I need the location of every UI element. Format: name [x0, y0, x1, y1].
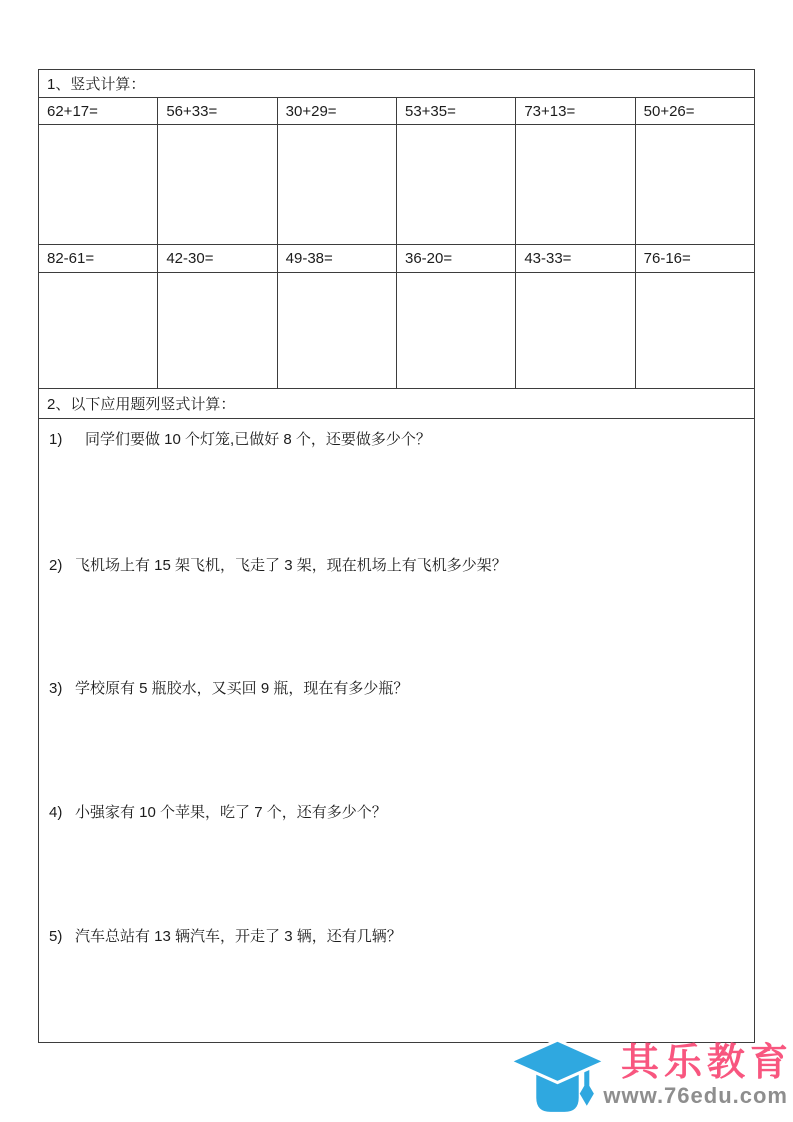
footer-logo [603, 1042, 793, 1108]
work-cell [635, 273, 754, 389]
math-problem: 43-33= [516, 245, 635, 273]
problem-text: 飞机场上有 15 架飞机，飞走了 3 架，现在机场上有飞机多少架？ [75, 557, 507, 574]
math-problem: 42-30= [158, 245, 277, 273]
word-problem [39, 680, 754, 804]
brand-name: 其乐教育 [620, 1042, 793, 1084]
word-problem [39, 804, 754, 928]
work-area-row [39, 125, 755, 245]
work-cell [39, 273, 158, 389]
work-cell [39, 125, 158, 245]
work-cell [158, 125, 277, 245]
math-problem: 53+35= [396, 98, 515, 125]
section2-title: 2、以下应用题列竖式计算： [39, 389, 755, 419]
work-cell [516, 125, 635, 245]
section1-title: 1、竖式计算： [39, 70, 755, 98]
word-problem [39, 431, 754, 557]
addition-problems-row [39, 98, 755, 125]
word-problem [39, 928, 754, 947]
work-cell [396, 125, 515, 245]
work-cell [396, 273, 515, 389]
math-problem: 50+26= [635, 98, 754, 125]
graduation-cap-icon [509, 1039, 607, 1115]
problem-text: 汽车总站有 13 辆汽车，开走了 3 辆，还有几辆？ [75, 928, 402, 945]
problem-number: 4) [49, 804, 63, 821]
problem-number: 1) [49, 431, 63, 448]
word-problems-area [39, 419, 755, 1043]
subtraction-problems-row [39, 245, 755, 273]
math-problem: 49-38= [277, 245, 396, 273]
word-problem [39, 557, 754, 680]
math-problem: 82-61= [39, 245, 158, 273]
problem-number: 3) [49, 680, 63, 697]
work-cell [277, 273, 396, 389]
math-problem: 56+33= [158, 98, 277, 125]
problem-text: 学校原有 5 瓶胶水，又买回 9 瓶，现在有多少瓶？ [75, 680, 409, 697]
math-problem: 30+29= [277, 98, 396, 125]
work-cell [158, 273, 277, 389]
math-problem: 73+13= [516, 98, 635, 125]
math-problem: 36-20= [396, 245, 515, 273]
math-problem: 62+17= [39, 98, 158, 125]
problem-text: 同学们要做 10 个灯笼,已做好 8 个，还要做多少个？ [85, 431, 431, 448]
math-problem: 76-16= [635, 245, 754, 273]
website-url: www.76edu.com [603, 1083, 788, 1108]
work-cell [277, 125, 396, 245]
problem-number: 5) [49, 928, 63, 945]
work-area-row [39, 273, 755, 389]
worksheet-table [38, 69, 755, 1043]
problem-text: 小强家有 10 个苹果，吃了 7 个，还有多少个？ [75, 804, 387, 821]
problem-number: 2) [49, 557, 63, 574]
work-cell [516, 273, 635, 389]
work-cell [635, 125, 754, 245]
